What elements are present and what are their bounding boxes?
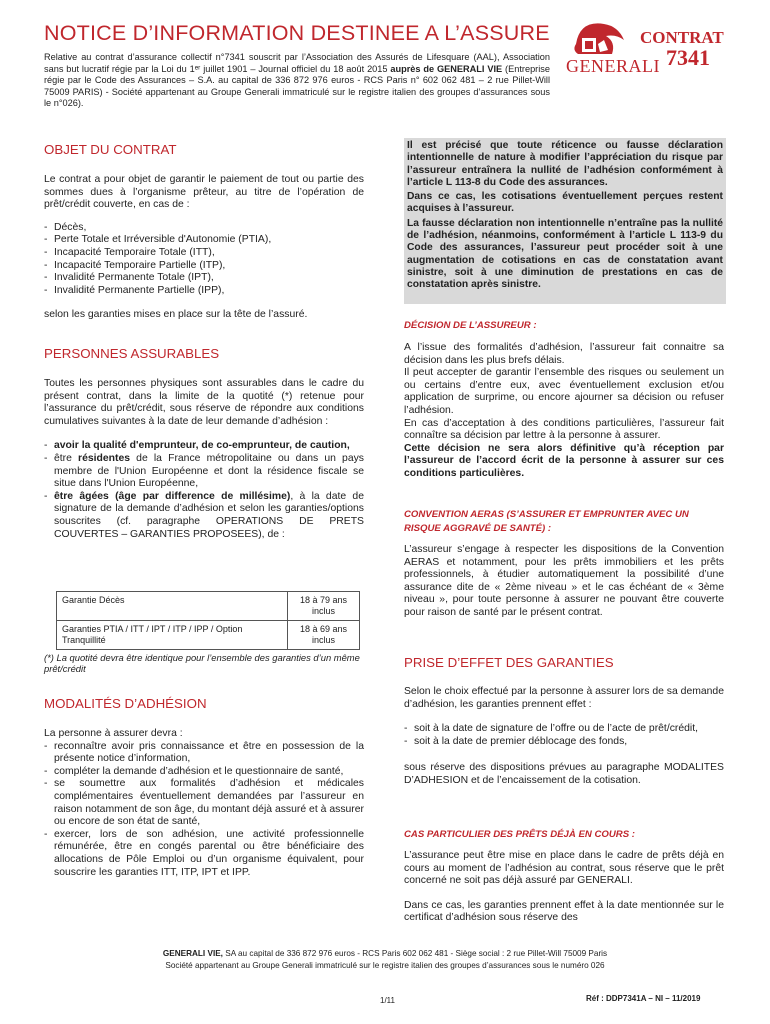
cas-section [404,850,724,925]
list-item: - Invalidité Permanente Totale (IPT), [44,272,364,285]
modalites-list [44,741,364,880]
decision-p4: Cette décision ne sera alors définitive qu’à réception par l’assureur de l’accord écrit de la personne à assurer sur ces conditions particulières. [404,442,724,479]
objet-after: selon les garanties mises en place sur la tête de l’assuré. [44,309,308,321]
table-row [57,592,360,621]
prise-p2: sous réserve des dispositions prévues au paragraphe MODALITES D’ADHESION et de l’encaissement de la cotisation. [404,762,724,786]
list-item [44,440,364,453]
list-item: - Incapacité Temporaire Totale (ITT), [44,247,364,260]
footer-line1 [0,948,770,960]
list-item: - compléter la demande d’adhésion et le questionnaire de santé, [44,766,364,779]
cas-p2: Dans ce cas, les garanties prennent effet à la date mentionnée sur le certificat d’adhésion sous réserve des [404,899,724,924]
objet-paragraph: Le contrat a pour objet de garantir le paiement de tout ou partie des sommes dues à l’organisme prêteur, au titre de l’opération de prêt/crédit couverte, en cas de : [44,174,364,211]
footer-line2: Société appartenant au Groupe Generali immatriculé sur le registre italien des groupes d’assurances sous le numéro 026 [165,961,605,970]
list-item: - Incapacité Temporaire Partielle (ITP), [44,260,364,273]
heading-personnes: PERSONNES ASSURABLES [44,346,220,361]
personnes-list [44,440,364,541]
heading-decision: DÉCISION DE L’ASSUREUR : [404,320,537,331]
intro-text-c: (Entreprise régie par le Code des Assurances – S.A. au capital de 336 872 976 euros - RCS Paris n° 602 062 481 – 2 rue Pillet-Will 75009 PARIS) - Société appartenant au Groupe Generali immatriculé sur le registre italien des groupes d’assurances sous le n°026). [44,63,550,109]
list-item: - Invalidité Permanente Partielle (IPP), [44,285,364,298]
warning-p3: La fausse déclaration non intentionnelle n’entraîne pas la nullité de l’adhésion, néanmoins, conformément à l’article L 113-9 du Code des assurances, l’assureur peut procéder soit à une augmentation de cotisations en cas de constatation avant sinistre, soit à une diminution de prestations en cas de constatation après sinistre. [407,217,723,291]
generali-contrat-logo [560,14,730,86]
warning-p1: Il est précisé que toute réticence ou fausse déclaration intentionnelle de nature à modifier l’appréciation du risque par l’assureur entraînera la nullité de l’adhésion conformément à l’article L 113-8 du Code des assurances. [407,140,723,188]
list-item [44,453,364,491]
text: être [54,452,79,464]
criterion-emprunteur: avoir la qualité d'emprunteur, de co-emprunteur, de caution, [54,440,350,452]
contrat-number: 7341 [666,45,710,70]
criterion-residentes: résidentes [78,452,131,464]
footer-company: GENERALI VIE, [162,949,223,958]
heading-objet: OBJET DU CONTRAT [44,142,177,157]
intro-text-bold: auprès de GENERALI VIE [390,63,503,74]
decision-p3: En cas d’acceptation à des conditions particulières, l’assureur fait connaître sa décision par lettre à la personne à assurer. [404,417,724,442]
objet-list [44,222,364,298]
aeras-paragraph: L’assureur s’engage à respecter les dispositions de la Convention AERAS et notamment, pour les prêts immobiliers et les prêts professionnels, à étudier automatiquement la possibilité d’une assurance dite de « 2ème niveau » et le cas échéant de « 3ème niveau », pour toute personne à assurer ne pouvant être couverte pour raison de santé par le présent contrat. [404,544,724,618]
document-title: NOTICE D’INFORMATION DESTINEE A L’ASSURE [44,21,550,45]
decision-section [404,342,724,481]
modalites-intro: La personne à assurer devra : [44,728,183,739]
decision-p1: A l’issue des formalités d’adhésion, l’assureur fait connaitre sa décision dans les plus brefs délais. [404,342,724,366]
modalites-section [44,728,364,879]
prise-p1: Selon le choix effectué par la personne à assurer lors de sa demande d’adhésion, les garanties prennent effet : [404,686,724,710]
table-cell: 18 à 69 ans inclus [288,621,360,650]
list-item: - Perte Totale et Irréversible d'Autonomie (PTIA), [44,234,364,247]
table-cell: Garanties PTIA / ITT / IPT / ITP / IPP / Option Tranquillité [57,621,288,650]
table-cell: Garantie Décès [57,592,288,621]
table-row [57,621,360,650]
decision-p2: Il peut accepter de garantir l’ensemble des risques ou seulement un ou certains d’entre eux, avec éventuellement exclusion et/ou application de surprime, ou encore ajourner sa décision ou refuser l’adhésion. [404,367,724,416]
contrat-label: CONTRAT [640,28,724,47]
list-item: - Décès, [44,222,364,235]
age-table [56,591,360,650]
list-item [44,491,364,541]
footer [0,948,770,972]
text: , à la date de signature de la demande d’adhésion et selon les garanties/options souscrites (cf. paragraphe OPERATIONS DE PRETS COUVERTES – GARANTIES PROPOSEES), de : [54,490,364,540]
heading-cas: CAS PARTICULIER DES PRÊTS DÉJÀ EN COURS : [404,829,635,840]
intro-text-a: Relative au contrat d’assurance collectif n°7341 souscrit par l’Association des Assurés de Lifesquare (AAL), Association sans but lucratif régie par la Loi du 1ᵉʳ juillet 1901 – Journal officiel du 18 août 2015 [44,52,550,74]
cas-p1: L’assurance peut être mise en place dans le cadre de prêts déjà en cours au moment de l’adhésion au contrat, sous réserve que le prêt concerné ne soit pas déjà assuré par GENERALI. [404,850,724,887]
objet-section [44,174,364,322]
heading-prise: PRISE D’EFFET DES GARANTIES [404,655,614,670]
prise-section [404,686,724,788]
list-item: - reconnaître avoir pris connaissance et être en possession de la présente notice d’information, [44,741,364,766]
list-item: - soit à la date de premier déblocage des fonds, [404,736,724,749]
intro-paragraph [44,52,550,110]
list-item: - soit à la date de signature de l’offre ou de l’acte de prêt/crédit, [404,723,724,736]
personnes-section [44,378,364,541]
table-cell: 18 à 79 ans inclus [288,592,360,621]
page-number: 1/11 [380,996,395,1005]
warning-box [404,138,726,304]
text: de la France métropolitaine ou dans un pays membre de l'Union Européenne et dont la résidence fiscale se situe dans l'Union Européenne, [54,452,364,490]
heading-modalites: MODALITÉS D’ADHÉSION [44,696,207,711]
quotite-note: (*) La quotité devra être identique pour l’ensemble des garanties d’un même prêt/crédit [44,652,360,675]
document-reference: Réf : DDP7341A – NI – 11/2019 [586,994,701,1003]
criterion-age: être âgées (âge par difference de millésime) [54,490,291,502]
warning-p2: Dans ce cas, les cotisations éventuellement perçues restent acquises à l’assureur. [407,191,723,215]
prise-list [404,723,724,748]
heading-aeras: CONVENTION AERAS (S’ASSURER ET EMPRUNTER AVEC UN RISQUE AGGRAVÉ DE SANTÉ) : [404,509,689,534]
personnes-paragraph: Toutes les personnes physiques sont assurables dans le cadre du présent contrat, dans la limite de la quotité (*) retenue pour l’assurance du prêt/crédit, sous réserve de répondre aux conditions cumulatives suivantes à la date de leur demande d’adhésion : [44,378,364,427]
brand-name: GENERALI [566,56,660,76]
list-item: - exercer, lors de son adhésion, une activité professionnelle rémunérée, être en congés parental ou être bénéficiaire des allocations de Pôle Emploi ou d’un organisme équivalent, pour souscrire les garanties ITT, ITP, IPT et IPP. [44,829,364,879]
footer-text: SA au capital de 336 872 976 euros - RCS Paris 602 062 481 - Siège social : 2 rue Pillet-Will 75009 Paris [222,949,608,958]
list-item: - se soumettre aux formalités d’adhésion et médicales complémentaires éventuellement demandées par l’assureur en raison notamment de son âge, du montant déjà assuré et à assurer ou encore de son état de santé, [44,778,364,828]
